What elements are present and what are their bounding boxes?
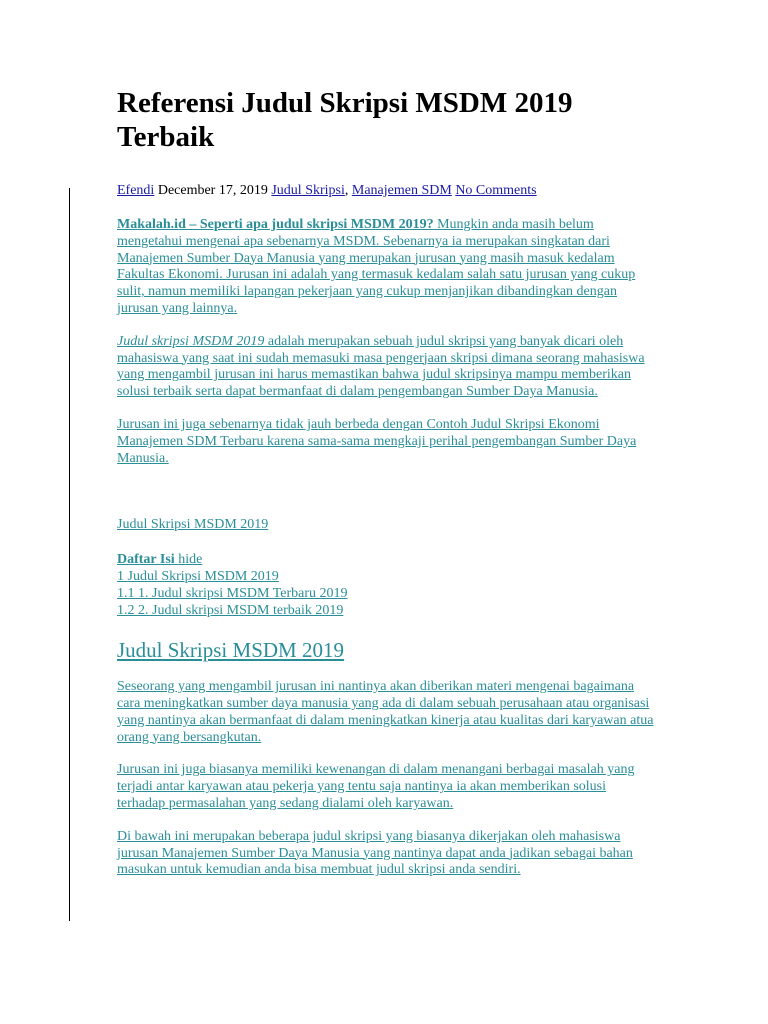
paragraph-4[interactable]: Judul Skripsi MSDM 2019 bbox=[117, 517, 269, 533]
table-of-contents bbox=[117, 551, 657, 619]
paragraph-2[interactable] bbox=[117, 334, 657, 401]
toc-heading: Daftar Isi bbox=[117, 552, 175, 568]
paragraph-6[interactable]: Jurusan ini juga biasanya memiliki kewenangan di dalam menangani berbagai masalah yang terjadi antar karyawan atau pekerja yang tentu saja nantinya ia akan memberikan solusi terhadap permasalahan yang sedang dialami oleh karyawan. bbox=[117, 762, 635, 811]
category-separator: , bbox=[344, 183, 349, 198]
category-link-judul-skripsi[interactable]: Judul Skripsi bbox=[271, 183, 345, 198]
toc-header bbox=[117, 551, 657, 568]
author-link[interactable]: Efendi bbox=[117, 183, 155, 198]
toc-item-1-2[interactable]: 1.2 2. Judul skripsi MSDM terbaik 2019 bbox=[117, 603, 344, 619]
toc-item-1-1[interactable]: 1.1 1. Judul skripsi MSDM Terbaru 2019 bbox=[117, 586, 348, 602]
category-link-manajemen-sdm[interactable]: Manajemen SDM bbox=[351, 183, 452, 198]
paragraph-2-text: adalah merupakan sebuah judul skripsi yang banyak dicari oleh mahasiswa yang saat ini sudah memasuki masa pengerjaan skripsi dimana seorang mahasiswa yang mengambil jurusan ini harus memastikan bahwa judul skripsinya mampu memberikan solusi terbaik serta dapat bermanfaat di dalam pengembangan Sumber Daya Manusia. bbox=[117, 333, 645, 400]
margin-rule bbox=[69, 188, 70, 921]
intro-paragraph[interactable] bbox=[117, 217, 657, 318]
comments-link[interactable]: No Comments bbox=[455, 183, 537, 198]
page-title: Referensi Judul Skripsi MSDM 2019 Terbaik bbox=[117, 87, 573, 153]
section-heading[interactable]: Judul Skripsi MSDM 2019 bbox=[117, 638, 344, 663]
post-date: December 17, 2019 bbox=[157, 183, 268, 198]
paragraph-3[interactable]: Jurusan ini juga sebenarnya tidak jauh berbeda dengan Contoh Judul Skripsi Ekonomi Manajemen SDM Terbaru karena sama-sama mengkaji perihal pengembangan Sumber Daya Manusia. bbox=[117, 416, 637, 466]
intro-text: Mungkin anda masih belum mengetahui mengenai apa sebenarnya MSDM. Sebenarnya ia merupakan singkatan dari Manajemen Sumber Daya Manusia yang merupakan jurusan yang masih masuk kedalam Fakultas Ekonomi. Jurusan ini adalah yang termasuk kedalam salah satu jurusan yang cukup sulit, namun memiliki lapangan pekerjaan yang cukup menjanjikan dibandingkan dengan jurusan yang lainnya. bbox=[117, 217, 636, 316]
paragraph-7[interactable]: Di bawah ini merupakan beberapa judul skripsi yang biasanya dikerjakan oleh mahasiswa jurusan Manajemen Sumber Daya Manusia yang nantinya dapat anda jadikan sebagai bahan masukan untuk kemudian anda bisa membuat judul skripsi anda sendiri. bbox=[117, 828, 633, 878]
article bbox=[117, 86, 657, 879]
intro-bold-lead: Makalah.id – Seperti apa judul skripsi MSDM 2019? bbox=[117, 217, 434, 232]
toc-item-1[interactable]: 1 Judul Skripsi MSDM 2019 bbox=[117, 569, 279, 585]
paragraph-5[interactable]: Seseorang yang mengambil jurusan ini nantinya akan diberikan materi mengenai bagaimana cara meningkatkan sumber daya manusia yang ada di dalam sebuah perusahaan atau organisasi yang nantinya akan bermanfaat di dalam meningkatkan kinerja atau kualitas dari karyawan atua orang yang bersangkutan. bbox=[117, 679, 654, 745]
toc-hide-toggle[interactable]: hide bbox=[178, 552, 203, 568]
post-meta bbox=[117, 182, 657, 199]
paragraph-2-italic: Judul skripsi MSDM 2019 bbox=[117, 333, 265, 349]
